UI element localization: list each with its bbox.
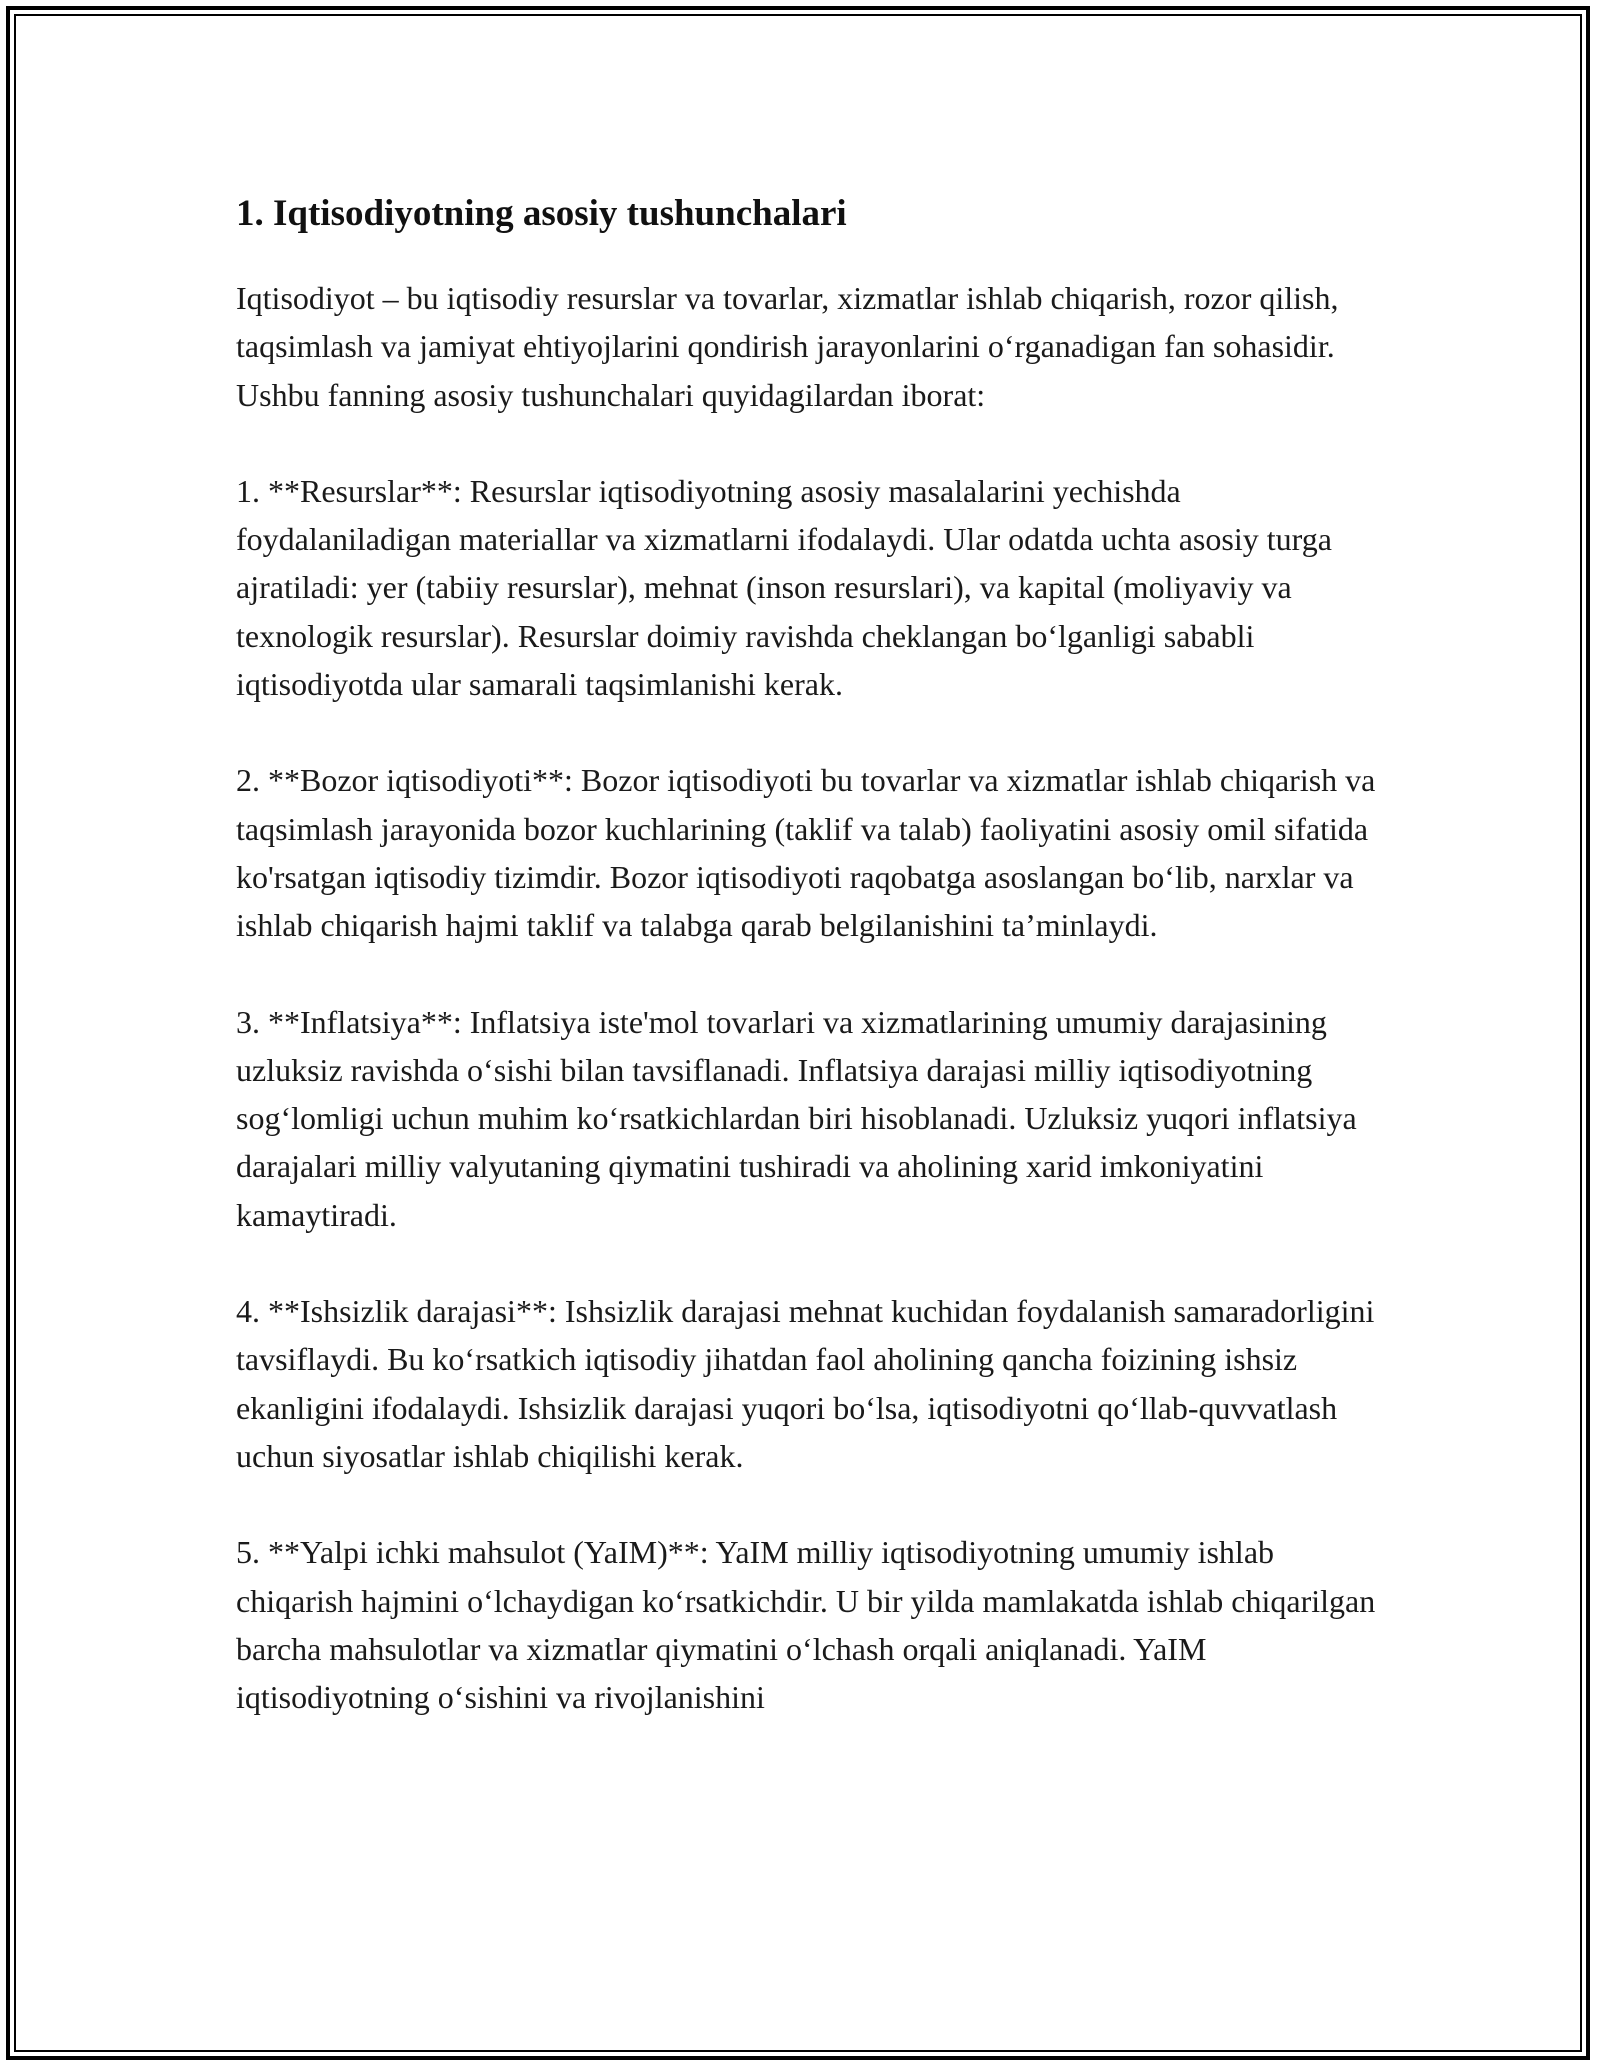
unemployment-paragraph: 4. **Ishsizlik darajasi**: Ishsizlik darajasi mehnat kuchidan foydalanish samaradorligini tavsiflaydi. Bu koʻrsatkich iqtisodiy jihatdan faol aholining qancha foizining ishsiz ekanligini ifodalaydi. Ishsizlik darajasi yuqori boʻlsa, iqtisodiyotni qoʻllab-quvvatlash uchun siyosatlar ishlab chiqilishi kerak. [236,1293,1375,1474]
inflation-paragraph: 3. **Inflatsiya**: Inflatsiya iste'mol tovarlari va xizmatlarining umumiy darajasining uzluksiz ravishda oʻsishi bilan tavsiflanadi. Inflatsiya darajasi milliy iqtisodiyotning sogʻlomligi uchun muhim koʻrsatkichlardan biri hisoblanadi. Uzluksiz yuqori inflatsiya darajalari milliy valyutaning qiymatini tushiradi va aholining xarid imkoniyatini kamaytiradi. [236,1003,1357,1233]
intro-paragraph: Iqtisodiyot – bu iqtisodiy resurslar va tovarlar, xizmatlar ishlab chiqarish, rozor qilish, taqsimlash va jamiyat ehtiyojlarini qondirish jarayonlarini oʻrganadigan fan sohasidir. Ushbu fanning asosiy tushunchalari quyidagilardan iborat: [236,280,1339,413]
document-title: 1. Iqtisodiyotning asosiy tushunchalari [236,193,847,234]
document-body [236,188,1386,1769]
resources-paragraph: 1. **Resurslar**: Resurslar iqtisodiyotning asosiy masalalarini yechishda foydalaniladigan materiallar va xizmatlarni ifodalaydi. Ular odatda uchta asosiy turga ajratiladi: yer (tabiiy resurslar), mehnat (inson resurslari), va kapital (moliyaviy va texnologik resurslar). Resurslar doimiy ravishda cheklangan boʻlganligi sababli iqtisodiyotda ular samarali taqsimlanishi kerak. [236,472,1332,703]
gdp-paragraph: 5. **Yalpi ichki mahsulot (YaIM)**: YaIM milliy iqtisodiyotning umumiy ishlab chiqarish hajmini oʻlchaydigan koʻrsatkichdir. U bir yilda mamlakatda ishlab chiqarilgan barcha mahsulotlar va xizmatlar qiymatini oʻlchash orqali aniqlanadi. YaIM iqtisodiyotning oʻsishini va rivojlanishini [236,1534,1376,1716]
market-economy-paragraph: 2. **Bozor iqtisodiyoti**: Bozor iqtisodiyoti bu tovarlar va xizmatlar ishlab chiqarish va taqsimlash jarayonida bozor kuchlarining (taklif va talab) faoliyatini asosiy omil sifatida ko'rsatgan iqtisodiy tizimdir. Bozor iqtisodiyoti raqobatga asoslangan boʻlib, narxlar va ishlab chiqarish hajmi taklif va talabga qarab belgilanishini ta’minlaydi. [236,762,1376,944]
